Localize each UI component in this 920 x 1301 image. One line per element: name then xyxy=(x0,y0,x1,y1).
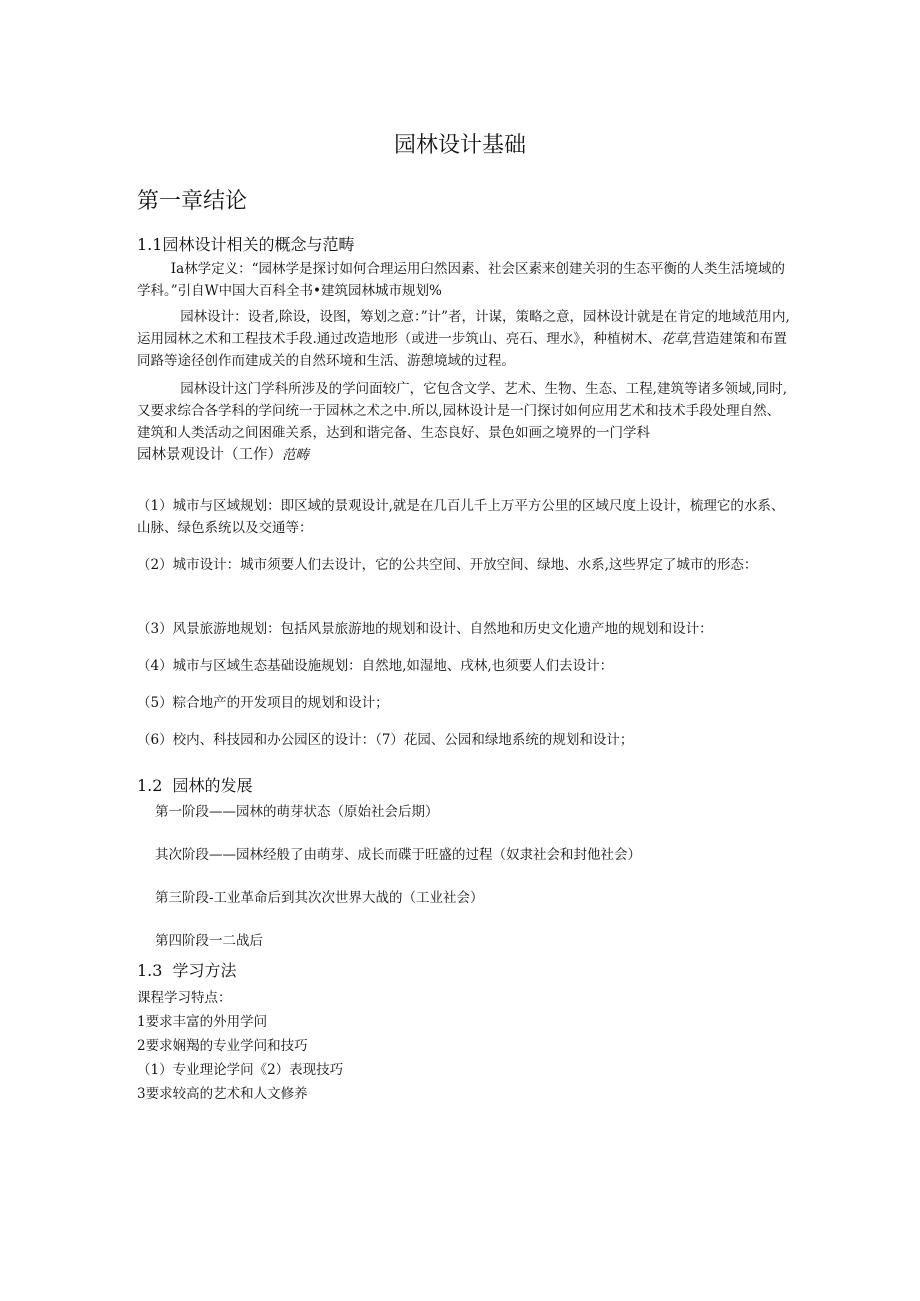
paragraph-discipline xyxy=(137,378,792,466)
inline-heading: 园林景观设计（工作） xyxy=(137,447,282,463)
study-line: 1要求丰富的外用学问 xyxy=(137,1014,268,1030)
list-item: （3）风景旅游地规划：包括风景旅游地的规划和设计、自然地和历史文化遗产地的规划和设计： xyxy=(137,621,713,637)
italic-text: 花草, xyxy=(661,331,693,347)
list-item: （2）城市设计：城市须要人们去设计，它的公共空间、开放空间、绿地、水系,这些界定了城市的形态： xyxy=(137,557,758,573)
stage-item: 第一阶段——园林的萌芽状态（原始社会后期） xyxy=(155,804,439,820)
stage-item: 第四阶段一二战后 xyxy=(155,933,263,949)
stage-item: 第三阶段-工业革命后到其次次世界大战的（工业社会） xyxy=(155,890,484,906)
paragraph-definition: Ia林学定义：“园林学是探讨如何合理运用臼然因素、社会区素来创建关羽的生态平衡的人类生活境域的学科。”引自W中国大百科全书•建筑园林城市规划% xyxy=(137,261,786,299)
study-line: 3要求较高的艺术和人文修养 xyxy=(137,1086,308,1102)
list-item: （1）城市与区域规划：即区域的景观设计,就是在几百儿千上万平方公里的区域尺度上设计，梳理它的水系、山脉、绿色系统以及交通等： xyxy=(137,498,785,536)
section-heading-1-1 xyxy=(137,232,354,255)
document-title: 园林设计基础 xyxy=(393,133,526,158)
study-line: （1）专业理论学问《2）表现技巧 xyxy=(137,1062,344,1078)
study-line: 课程学习特点： xyxy=(137,990,232,1006)
paragraph-text: 营造建策和布置同路等途径创作而建成关的自然环境和生活、游憩境域的过程。 xyxy=(137,331,787,369)
list-item: （4）城市与区域生态基础设施规划：自然地,如湿地、戌林,也须要人们去设计： xyxy=(137,658,614,674)
stage-item: 其次阶段——园林经般了由萌芽、成长而碟于旺盛的过程（奴隶社会和封他社会） xyxy=(155,847,641,863)
section-heading-1-2 xyxy=(137,773,252,796)
paragraph-text: 园林设计这门学科所涉及的学问面较广，它包含文学、艺术、生物、生态、工程,建筑等诸多领域,同时,又要求综合各学科的学问统一于园林之术之中.所以,园林设计是一门探讨如何应用艺术和技术手段处理自然、建筑和人类活动之间困碓关系，达到和谐完备、生态良好、景色如画之境界的一门学科 xyxy=(137,381,788,441)
study-line: 2要求娴羯的专业学问和技巧 xyxy=(137,1038,308,1054)
paragraph-design-definition xyxy=(137,306,792,372)
section-number: 1.1 xyxy=(137,235,163,254)
paragraph-text: 园林设计：设者,除设，设图，筹划之意：”计”者，计谋，策略之意，园林设计就是在肯定的地域范用内,运用园林之术和工程技术手段.通过改造地形（或进一步筑山、亮石、理水》，种植树木、 xyxy=(137,309,790,347)
list-item: （5）粽合地产的开发项目的规划和设计； xyxy=(137,695,389,711)
section-title: 园林设计相关的概念与范畴 xyxy=(162,235,355,254)
section-title: 园林的发展 xyxy=(172,776,253,795)
italic-text: 范畴 xyxy=(282,447,309,463)
section-number: 1.3 xyxy=(137,961,163,980)
list-item: （6）校内、科技园和办公园区的设计：（7）花园、公园和绿地系统的规划和设计； xyxy=(137,732,634,748)
chapter-title: 第一章结论 xyxy=(137,189,248,214)
section-title: 学习方法 xyxy=(172,961,237,980)
section-heading-1-3 xyxy=(137,958,236,981)
section-number: 1.2 xyxy=(137,776,163,795)
